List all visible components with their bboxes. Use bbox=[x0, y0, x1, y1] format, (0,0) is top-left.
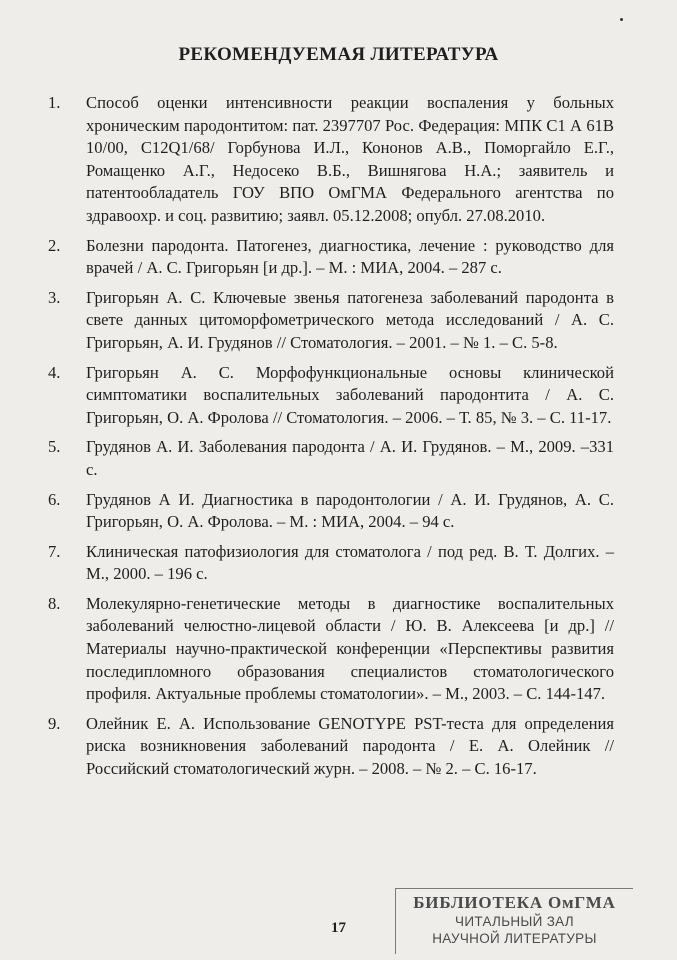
reference-number: 6. bbox=[48, 489, 61, 509]
reference-item bbox=[48, 92, 614, 228]
reference-number: 5. bbox=[48, 437, 61, 457]
reference-number: 9. bbox=[48, 713, 61, 733]
reference-item bbox=[48, 489, 614, 534]
reference-item bbox=[48, 362, 614, 430]
reference-item bbox=[48, 235, 614, 280]
reference-number: 2. bbox=[48, 235, 61, 255]
reference-number: 8. bbox=[48, 593, 61, 613]
reference-item bbox=[48, 287, 614, 355]
page-title: РЕКОМЕНДУЕМАЯ ЛИТЕРАТУРА bbox=[178, 44, 499, 65]
reference-text: Молекулярно-генетические методы в диагностике воспалительных заболеваний челюстно-лицевой области / Ю. В. Алексеева [и др.] // Материалы научно-практической конференции «Перспективы развития последипломного образования специалистов стоматологического профиля. Актуальные проблемы стоматологии». – М., 2003. – С. 144-147. bbox=[86, 593, 614, 704]
reference-number: 1. bbox=[48, 93, 61, 112]
stamp-line-2: НАУЧНОЙ ЛИТЕРАТУРЫ bbox=[432, 931, 597, 946]
stamp-line-1: ЧИТАЛЬНЫЙ ЗАЛ bbox=[455, 914, 574, 929]
reference-item bbox=[48, 593, 614, 706]
reference-list bbox=[48, 92, 614, 788]
reference-text: Григорьян А. С. Ключевые звенья патогенеза заболеваний пародонта в свете данных цитоморфометрического метода исследований / А. С. Григорьян, А. И. Грудянов // Стоматология. – 2001. – № 1. – С. 5-8. bbox=[86, 287, 614, 352]
reference-number: 3. bbox=[48, 287, 61, 307]
library-stamp bbox=[395, 888, 633, 954]
reference-text: Олейник Е. А. Использование GENOTYPE PST-теста для определения риска возникновения заболеваний пародонта / Е. А. Олейник // Российский стоматологический журн. – 2008. – № 2. – С. 16-17. bbox=[86, 713, 614, 779]
speck bbox=[620, 18, 623, 21]
reference-text: Болезни пародонта. Патогенез, диагностика, лечение : руководство для врачей / А. С. Григорьян [и др.]. – М. : МИА, 2004. – 287 с. bbox=[86, 235, 614, 278]
reference-number: 7. bbox=[48, 541, 61, 561]
reference-text: Клиническая патофизиология для стоматолога / под ред. В. Т. Долгих. – М., 2000. – 196 с. bbox=[86, 541, 614, 584]
reference-text: Способ оценки интенсивности реакции воспаления у больных хроническим пародонтитом: пат. 2397707 Рос. Федерация: МПК С1 А 61В 10/00, С12Q1/68/ Горбунова И.Л., Кононов А.В., Поморгайло Е.Г., Ромащенко А.Г., Недосеко В.Б., Вишнягова Н.А.; заявитель и патентообладатель ГОУ ВПО ОмГМА Федерального агентства по здравоохр. и соц. развитию; заявл. 05.12.2008; опубл. 27.08.2010. bbox=[86, 93, 614, 225]
reference-text: Грудянов А И. Диагностика в пародонтологии / А. И. Грудянов, А. С. Григорьян, О. А. Фролова. – М. : МИА, 2004. – 94 с. bbox=[86, 489, 614, 532]
reference-text: Грудянов А. И. Заболевания пародонта / А. И. Грудянов. – М., 2009. –331 с. bbox=[86, 437, 614, 479]
reference-item bbox=[48, 436, 614, 481]
page-number: 17 bbox=[331, 920, 346, 936]
reference-item bbox=[48, 541, 614, 586]
reference-item bbox=[48, 713, 614, 781]
reference-number: 4. bbox=[48, 362, 61, 382]
reference-text: Григорьян А. С. Морфофункциональные основы клинической симптоматики воспалительных заболеваний пародонтита / А. С. Григорьян, О. А. Фролова // Стоматология. – 2006. – Т. 85, № 3. – С. 11-17. bbox=[86, 362, 614, 427]
stamp-title: БИБЛИОТЕКА ОмГМА bbox=[413, 893, 616, 912]
